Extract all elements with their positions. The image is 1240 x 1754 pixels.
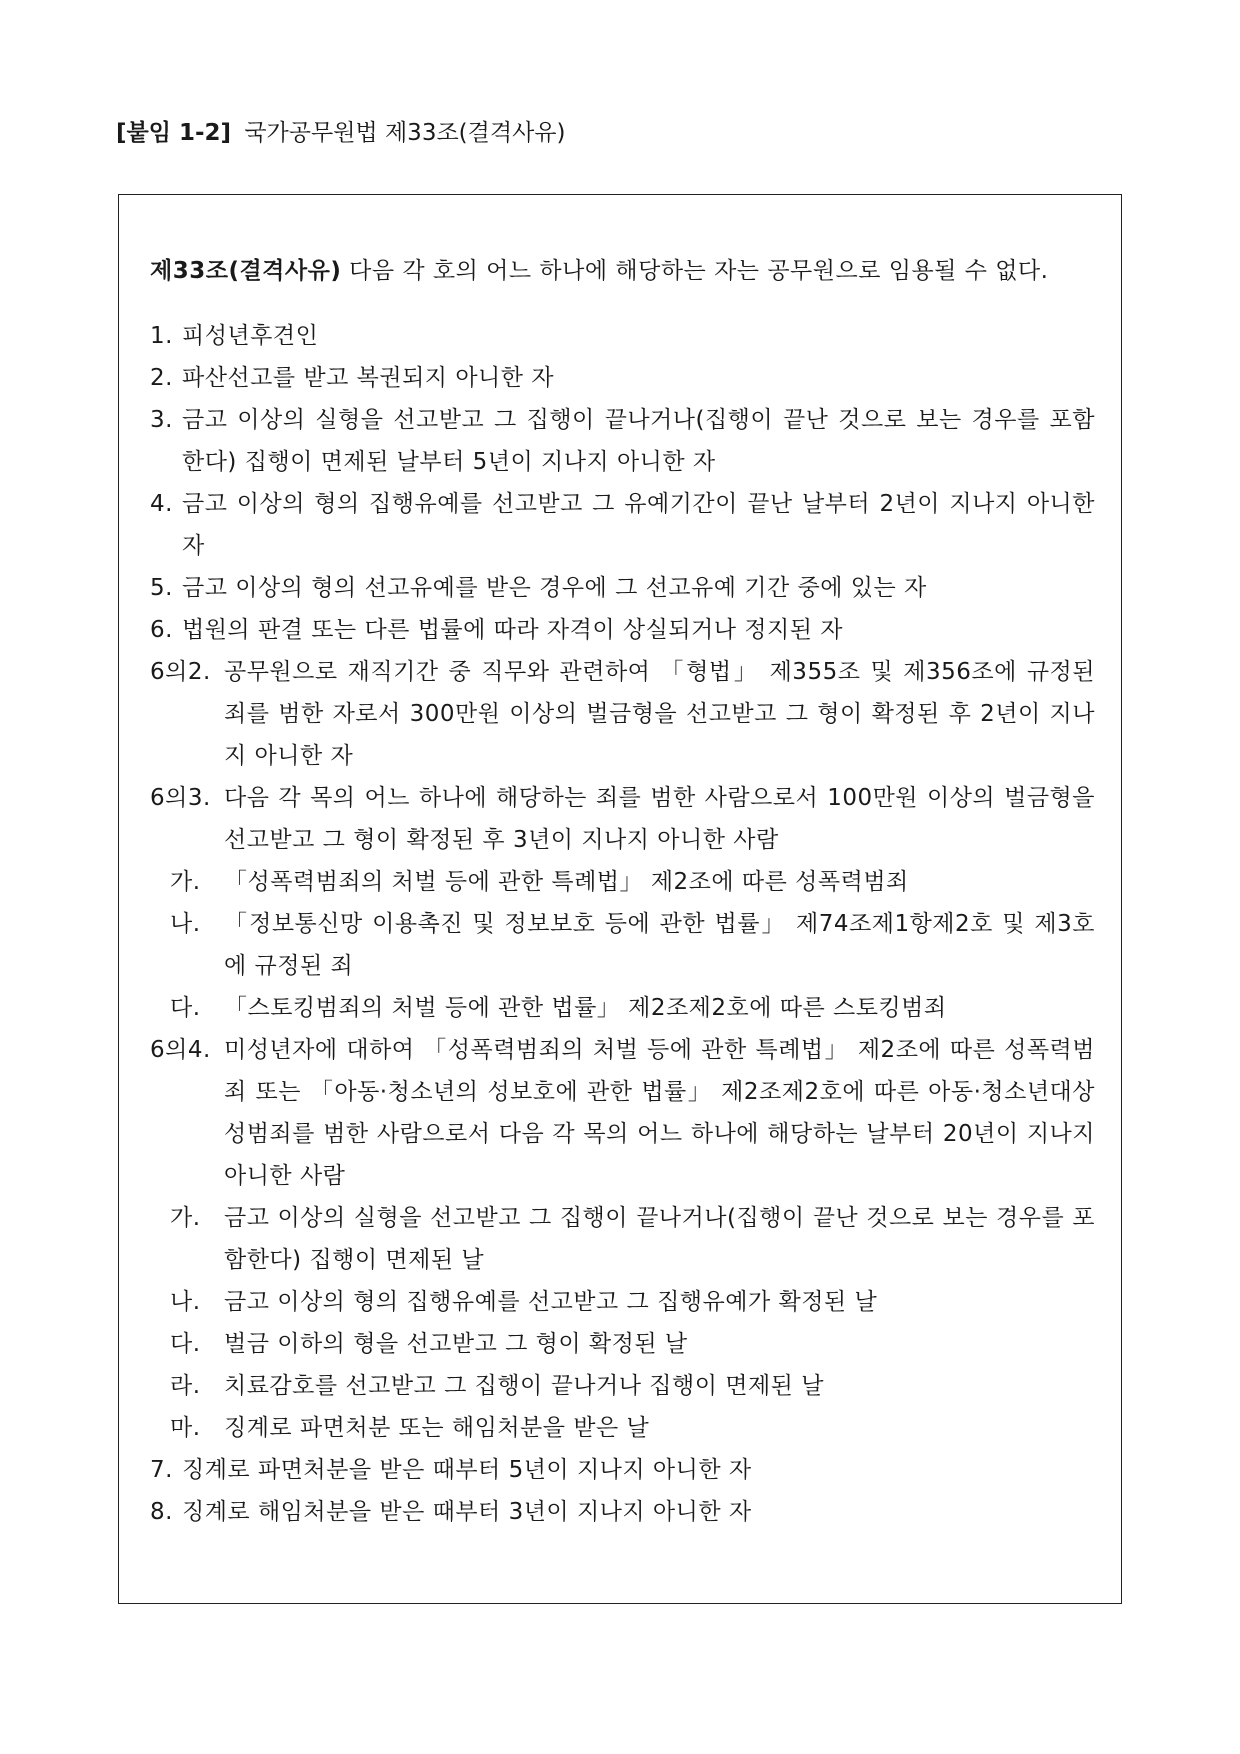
item-number: 5. [150, 575, 173, 601]
item-text: 미성년자에 대하여 「성폭력범죄의 처벌 등에 관한 특례법」 제2조에 따른 성폭력범죄 또는 「아동·청소년의 성보호에 관한 법률」 제2조제2호에 따른 아동·청소년대상 성범죄를 범한 사람으로서 다음 각 목의 어느 하나에 해당하는 날부터 20년이 지나지 아니한 사람 [224, 1037, 1095, 1189]
item-number: 4. [150, 491, 173, 517]
attachment-label: [붙임 1-2] [116, 120, 232, 146]
item-number: 6의2. [150, 659, 211, 685]
item-text: 다음 각 목의 어느 하나에 해당하는 죄를 범한 사람으로서 100만원 이상의 벌금형을 선고받고 그 형이 확정된 후 3년이 지나지 아니한 사람 [224, 785, 1095, 853]
item-number: 8. [150, 1499, 173, 1525]
item-text: 파산선고를 받고 복권되지 아니한 자 [182, 365, 555, 391]
sub-list-item [150, 1407, 1095, 1449]
sub-list-item [150, 1281, 1095, 1323]
item-text: 공무원으로 재직기간 중 직무와 관련하여 「형법」 제355조 및 제356조에 규정된 죄를 범한 자로서 300만원 이상의 벌금형을 선고받고 그 형이 확정된 후 2년이 지나지 아니한 자 [224, 659, 1095, 769]
sub-item-text: 「스토킹범죄의 처벌 등에 관한 법률」 제2조제2호에 따른 스토킹범죄 [224, 995, 947, 1021]
item-number: 3. [150, 407, 173, 433]
sub-list-item [150, 987, 1095, 1029]
item-number: 6의3. [150, 785, 211, 811]
sub-item-letter: 마. [170, 1415, 201, 1441]
item-text: 금고 이상의 형의 선고유예를 받은 경우에 그 선고유예 기간 중에 있는 자 [182, 575, 927, 601]
sub-list-item [150, 903, 1095, 987]
list-item [150, 1491, 1095, 1533]
list-item [150, 1029, 1095, 1197]
sub-item-letter: 가. [170, 869, 201, 895]
list-item [150, 483, 1095, 567]
article-content [150, 227, 1095, 1533]
item-text: 피성년후견인 [182, 323, 319, 349]
sub-item-letter: 나. [170, 1289, 201, 1315]
item-number: 7. [150, 1457, 173, 1483]
sub-item-text: 「정보통신망 이용촉진 및 정보보호 등에 관한 법률」 제74조제1항제2호 및 제3호에 규정된 죄 [224, 911, 1095, 979]
item-text: 법원의 판결 또는 다른 법률에 따라 자격이 상실되거나 정지된 자 [182, 617, 843, 643]
document-title: 국가공무원법 제33조(결격사유) [244, 120, 566, 146]
article-intro-text: 다음 각 호의 어느 하나에 해당하는 자는 공무원으로 임용될 수 없다. [349, 258, 1049, 284]
item-number: 6의4. [150, 1037, 211, 1063]
item-text: 징계로 파면처분을 받은 때부터 5년이 지나지 아니한 자 [182, 1457, 752, 1483]
sub-item-text: 금고 이상의 형의 집행유예를 선고받고 그 집행유예가 확정된 날 [224, 1289, 878, 1315]
sub-item-letter: 가. [170, 1205, 201, 1231]
item-number: 6. [150, 617, 173, 643]
sub-item-text: 「성폭력범죄의 처벌 등에 관한 특례법」 제2조에 따른 성폭력범죄 [224, 869, 909, 895]
list-item [150, 399, 1095, 483]
list-item [150, 777, 1095, 861]
list-item [150, 567, 1095, 609]
list-item [150, 315, 1095, 357]
article-title: 제33조(결격사유) [150, 258, 342, 284]
document-header [116, 117, 565, 149]
sub-list-item [150, 1197, 1095, 1281]
item-number: 2. [150, 365, 173, 391]
sub-item-text: 징계로 파면처분 또는 해임처분을 받은 날 [224, 1415, 650, 1441]
list-item [150, 357, 1095, 399]
sub-item-letter: 나. [170, 911, 201, 937]
list-item [150, 609, 1095, 651]
list-item [150, 651, 1095, 777]
sub-item-letter: 라. [170, 1373, 201, 1399]
sub-item-text: 금고 이상의 실형을 선고받고 그 집행이 끝나거나(집행이 끝난 것으로 보는 경우를 포함한다) 집행이 면제된 날 [224, 1205, 1095, 1273]
sub-list-item [150, 861, 1095, 903]
sub-item-text: 치료감호를 선고받고 그 집행이 끝나거나 집행이 면제된 날 [224, 1373, 824, 1399]
item-text: 금고 이상의 형의 집행유예를 선고받고 그 유예기간이 끝난 날부터 2년이 지나지 아니한 자 [182, 491, 1095, 559]
article-intro [150, 250, 1095, 292]
sub-list-item [150, 1365, 1095, 1407]
list-item [150, 1449, 1095, 1491]
sub-item-letter: 다. [170, 1331, 201, 1357]
item-number: 1. [150, 323, 173, 349]
item-text: 금고 이상의 실형을 선고받고 그 집행이 끝나거나(집행이 끝난 것으로 보는 경우를 포함한다) 집행이 면제된 날부터 5년이 지나지 아니한 자 [182, 407, 1095, 475]
item-text: 징계로 해임처분을 받은 때부터 3년이 지나지 아니한 자 [182, 1499, 752, 1525]
sub-list-item [150, 1323, 1095, 1365]
sub-item-text: 벌금 이하의 형을 선고받고 그 형이 확정된 날 [224, 1331, 688, 1357]
sub-item-letter: 다. [170, 995, 201, 1021]
